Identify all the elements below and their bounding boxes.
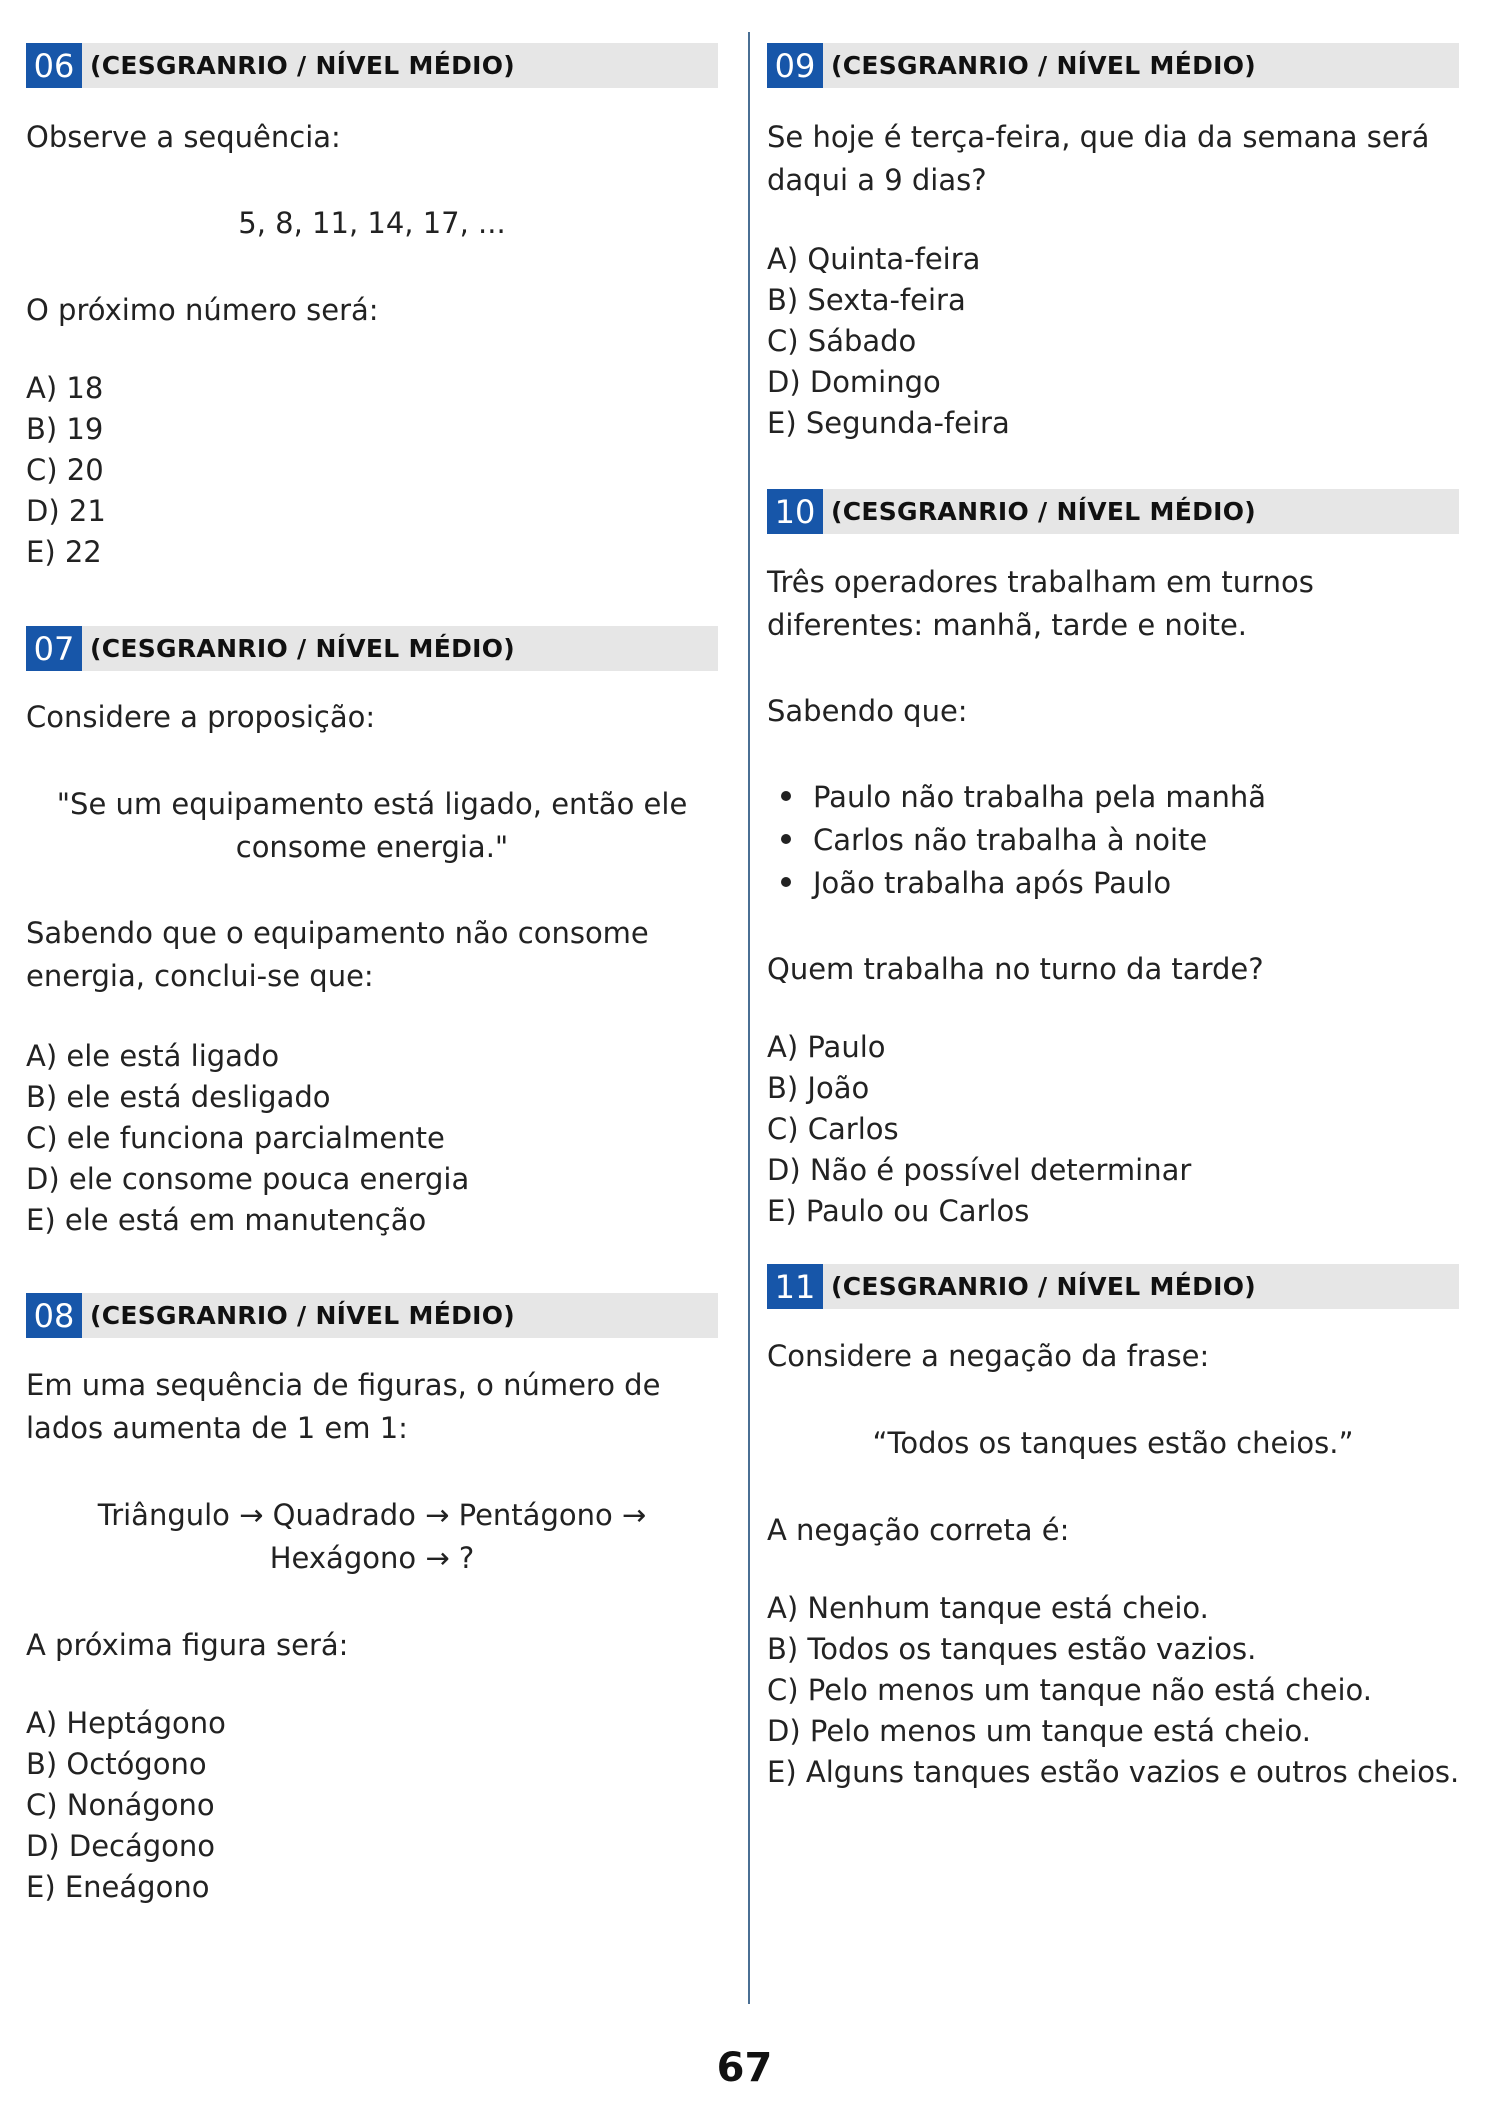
question-source: (CESGRANRIO / NÍVEL MÉDIO) [90,51,516,80]
option-a[interactable]: A) Quinta-feira [767,242,981,276]
question-number: 06 [26,43,82,88]
question-prompt: A próxima figura será: [26,1628,349,1662]
question-07 [26,626,718,671]
option-e[interactable]: E) Segunda-feira [767,406,1010,440]
proposition-line-1: "Se um equipamento está ligado, então ele [56,787,688,821]
option-b[interactable]: B) 19 [26,412,104,446]
option-b[interactable]: B) João [767,1071,870,1105]
option-d[interactable]: D) Domingo [767,365,941,399]
option-b[interactable]: B) Sexta-feira [767,283,966,317]
page-number: 67 [716,2045,773,2091]
option-d[interactable]: D) Decágono [26,1829,216,1863]
option-e[interactable]: E) Alguns tanques estão vazios e outros cheios. [767,1755,1460,1789]
option-d[interactable]: D) Não é possível determinar [767,1153,1192,1187]
question-intro-line-2: diferentes: manhã, tarde e noite. [767,608,1248,642]
option-a[interactable]: A) 18 [26,371,104,405]
question-header [767,1264,1459,1309]
question-prompt: O próximo número será: [26,293,379,327]
question-06 [26,43,718,88]
quoted-sentence: “Todos os tanques estão cheios.” [872,1426,1354,1460]
list-item [781,862,1171,905]
option-a[interactable]: A) Paulo [767,1030,886,1064]
knowing-label: Sabendo que: [767,694,968,728]
question-prompt: A negação correta é: [767,1513,1070,1547]
question-11 [767,1264,1459,1309]
option-e[interactable]: E) Eneágono [26,1870,210,1904]
question-prompt-line-2: daqui a 9 dias? [767,163,987,197]
question-header [26,1293,718,1338]
question-number: 10 [767,489,823,534]
option-c[interactable]: C) Carlos [767,1112,899,1146]
question-intro: Observe a sequência: [26,120,341,154]
option-d[interactable]: D) Pelo menos um tanque está cheio. [767,1714,1311,1748]
figure-sequence-line-2: Hexágono → ? [269,1541,475,1575]
option-c[interactable]: C) 20 [26,453,104,487]
question-prompt-line-2: energia, conclui-se que: [26,959,374,993]
option-c[interactable]: C) Sábado [767,324,917,358]
question-09 [767,43,1459,88]
option-d[interactable]: D) ele consome pouca energia [26,1162,470,1196]
question-intro-line-2: lados aumenta de 1 em 1: [26,1411,408,1445]
question-source: (CESGRANRIO / NÍVEL MÉDIO) [90,1301,516,1330]
option-a[interactable]: A) Nenhum tanque está cheio. [767,1591,1209,1625]
option-d[interactable]: D) 21 [26,494,106,528]
option-b[interactable]: B) Todos os tanques estão vazios. [767,1632,1257,1666]
option-e[interactable]: E) 22 [26,535,102,569]
question-prompt: Quem trabalha no turno da tarde? [767,952,1264,986]
option-c[interactable]: C) Pelo menos um tanque não está cheio. [767,1673,1372,1707]
question-header [767,489,1459,534]
number-sequence: 5, 8, 11, 14, 17, ... [238,206,506,240]
question-header [767,43,1459,88]
question-intro: Considere a proposição: [26,700,376,734]
column-divider [748,32,750,2004]
question-prompt-line-1: Se hoje é terça-feira, que dia da semana será [767,120,1430,154]
question-number: 07 [26,626,82,671]
question-source: (CESGRANRIO / NÍVEL MÉDIO) [831,1272,1257,1301]
list-item-text: Carlos não trabalha à noite [813,823,1208,857]
list-item-text: Paulo não trabalha pela manhã [813,780,1266,814]
question-prompt-line-1: Sabendo que o equipamento não consome [26,916,649,950]
list-item [781,819,1207,862]
list-item [781,776,1266,819]
question-08 [26,1293,718,1338]
question-10 [767,489,1459,534]
option-a[interactable]: A) Heptágono [26,1706,226,1740]
question-intro-line-1: Três operadores trabalham em turnos [767,565,1314,599]
question-intro-line-1: Em uma sequência de figuras, o número de [26,1368,661,1402]
option-e[interactable]: E) ele está em manutenção [26,1203,427,1237]
question-source: (CESGRANRIO / NÍVEL MÉDIO) [831,51,1257,80]
question-header [26,626,718,671]
option-b[interactable]: B) ele está desligado [26,1080,331,1114]
question-number: 11 [767,1264,823,1309]
option-a[interactable]: A) ele está ligado [26,1039,280,1073]
question-number: 08 [26,1293,82,1338]
option-c[interactable]: C) ele funciona parcialmente [26,1121,445,1155]
list-item-text: João trabalha após Paulo [813,866,1172,900]
question-source: (CESGRANRIO / NÍVEL MÉDIO) [90,634,516,663]
bullet-icon [781,791,791,801]
bullet-icon [781,834,791,844]
proposition-line-2: consome energia." [235,830,509,864]
question-intro: Considere a negação da frase: [767,1339,1210,1373]
question-source: (CESGRANRIO / NÍVEL MÉDIO) [831,497,1257,526]
question-header [26,43,718,88]
option-b[interactable]: B) Octógono [26,1747,207,1781]
figure-sequence-line-1: Triângulo → Quadrado → Pentágono → [97,1498,647,1532]
bullet-icon [781,877,791,887]
option-e[interactable]: E) Paulo ou Carlos [767,1194,1030,1228]
question-number: 09 [767,43,823,88]
option-c[interactable]: C) Nonágono [26,1788,215,1822]
